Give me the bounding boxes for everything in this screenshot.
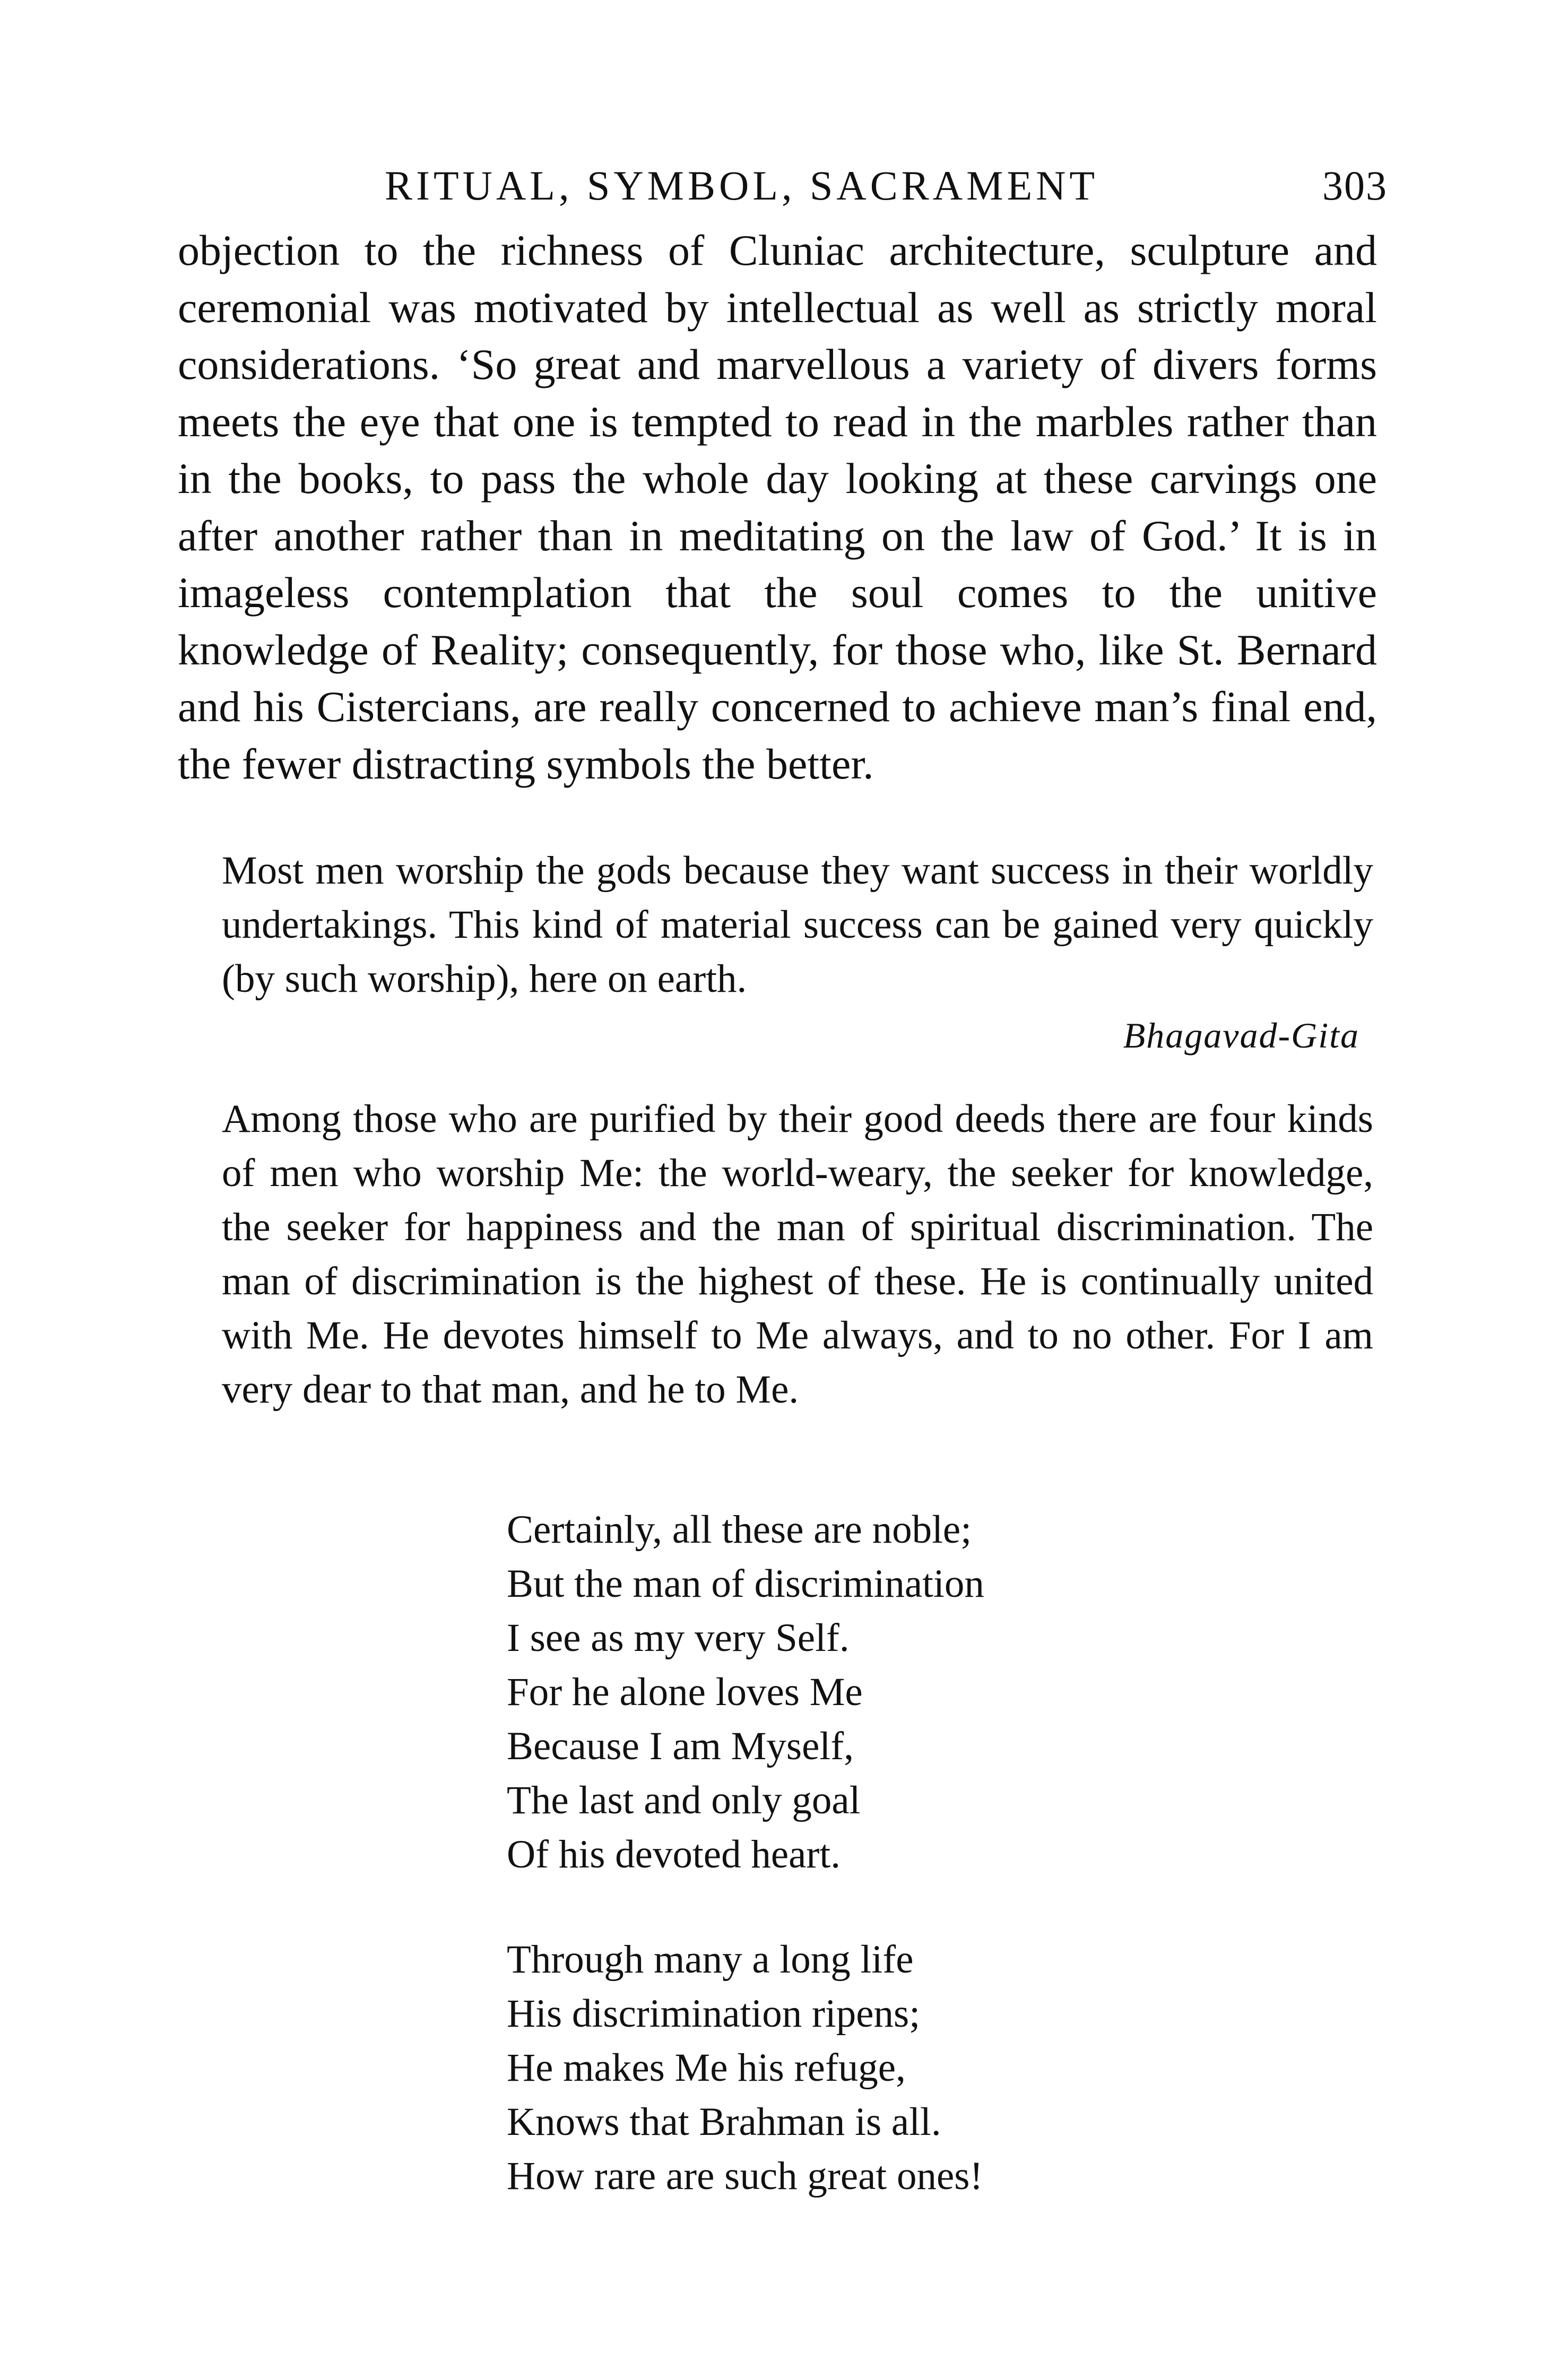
verse-stanza-1 <box>507 1503 984 1882</box>
verse-line: How rare are such great ones! <box>507 2154 983 2198</box>
verse-line: The last and only goal <box>507 1778 861 1822</box>
verse-line: But the man of discrimination <box>507 1562 984 1606</box>
quotation-2: Among those who are purified by their good deeds there are four kinds of men who worship Me: the world-weary, the seeker for knowledge, the seeker for happiness and the man of spiritual discrimination. The man of discrimination is the highest of these. He is continually united with Me. He devotes himself to Me always, and to no other. For I am very dear to that man, and he to Me. <box>222 1097 1373 1412</box>
page-header <box>178 159 1388 212</box>
verse-line: Knows that Brahman is all. <box>507 2100 941 2144</box>
verse-line: Through many a long life <box>507 1937 914 1982</box>
verse-line: He makes Me his refuge, <box>507 2046 906 2090</box>
quotation-source: Bhagavad-Gita <box>1123 1015 1359 1056</box>
verse-line: Because I am Myself, <box>507 1724 854 1768</box>
body-paragraph: objection to the richness of Cluniac architecture, sculpture and ceremonial was motivated by intellectual as well as strictly moral considerations. ‘So great and marvellous a variety of divers forms meets the eye that one is tempted to read in the marbles rather than in the books, to pass the whole day looking at these carvings one after another rather than in meditating on the law of God.’ It is in imageless contemplation that the soul comes to the unitive knowledge of Reality; consequently, for those who, like St. Bernard and his Cistercians, are really concerned to achieve man’s final end, the fewer distracting symbols the better. <box>178 226 1377 788</box>
running-head: RITUAL, SYMBOL, SACRAMENT <box>385 162 1099 209</box>
page-number: 303 <box>1322 162 1388 209</box>
verse-line: For he alone loves Me <box>507 1670 863 1714</box>
quotation-1: Most men worship the gods because they want success in their worldly undertakings. This kind of material success can be gained very quickly (by such worship), here on earth. <box>222 849 1373 1001</box>
verse-line: I see as my very Self. <box>507 1616 850 1660</box>
verse-line: Of his devoted heart. <box>507 1832 841 1876</box>
verse-line: Certainly, all these are noble; <box>507 1508 972 1552</box>
verse-stanza-2 <box>507 1933 983 2203</box>
verse-line: His discrimination ripens; <box>507 1992 921 2036</box>
